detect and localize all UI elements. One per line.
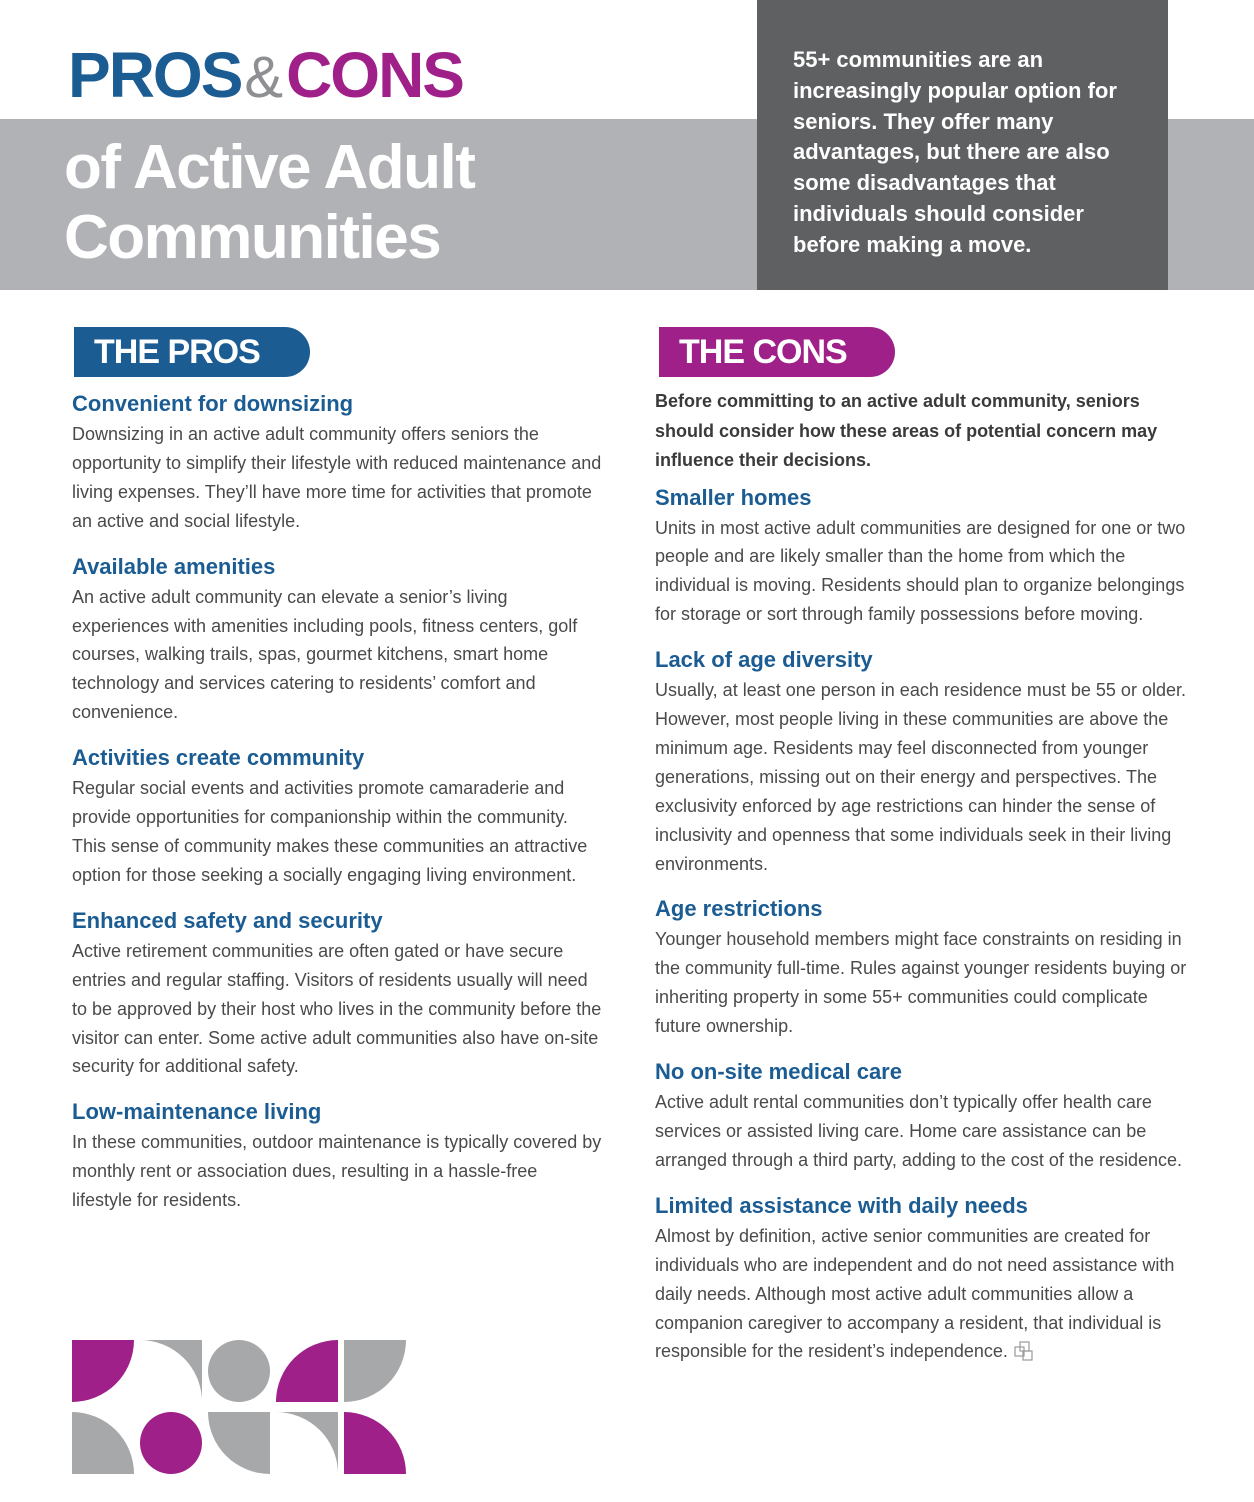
cons-item-text-content: Almost by definition, active senior communities are created for individuals who are independent and do not need assistance with daily needs. Although most active adult communities allow a companion caregiver to accompany a resident, that individual is responsible for the resident’s independence. xyxy=(655,1225,1175,1362)
cons-item-text xyxy=(655,1222,1190,1367)
cons-item-heading: Lack of age diversity xyxy=(655,647,873,673)
pros-item-text: In these communities, outdoor maintenance is typically covered by monthly rent or association dues, resulting in a hassle-free lifestyle for residents. xyxy=(72,1132,602,1211)
cons-item xyxy=(655,1058,1190,1175)
subtitle-line-1: of Active Adult xyxy=(64,133,475,202)
end-mark-icon xyxy=(1014,1341,1034,1361)
pattern-row-top xyxy=(72,1340,406,1402)
pros-item-heading: Enhanced safety and security xyxy=(72,907,383,933)
pros-item xyxy=(72,553,602,728)
pros-item xyxy=(72,744,602,890)
pros-item-text: Downsizing in an active adult community offers seniors the opportunity to simplify their lifestyle with reduced maintenance and living expenses. They’ll have more time for activities that promote an active and social lifestyle. xyxy=(72,424,602,531)
title-ampersand: & xyxy=(244,45,284,110)
pros-item xyxy=(72,907,602,1082)
pros-label: THE PROS xyxy=(74,327,310,377)
cons-item xyxy=(655,646,1190,878)
pros-item-heading: Available amenities xyxy=(72,553,276,579)
cons-item xyxy=(655,895,1190,1041)
cons-item-heading: Smaller homes xyxy=(655,484,812,510)
cons-column xyxy=(655,387,1190,1383)
page-subtitle xyxy=(64,133,474,273)
pros-item-text: Regular social events and activities promote camaraderie and provide opportunities for companionship within the community. This sense of community makes these communities an attractive option for those seeking a socially engaging living environment. xyxy=(72,778,588,885)
cons-item xyxy=(655,1192,1190,1367)
cons-item-text: Usually, at least one person in each residence must be 55 or older. However, most people living in these communities are above the minimum age. Residents may feel disconnected from younger generations, missing out on their energy and perspectives. The exclusivity enforced by age restrictions can hinder the sense of inclusivity and openness that some individuals seek in their living environments. xyxy=(655,680,1186,874)
pros-item xyxy=(72,390,602,536)
title-pros: PROS xyxy=(68,39,242,111)
pros-item-heading: Convenient for downsizing xyxy=(72,391,354,416)
cons-lead: Before committing to an active adult community, seniors should consider how these areas of potential concern may influence their decisions. xyxy=(655,391,1158,470)
pros-item xyxy=(72,1098,602,1215)
cons-item-heading: Age restrictions xyxy=(655,896,823,922)
pros-item-text: An active adult community can elevate a senior’s living experiences with amenities including pools, fitness centers, golf courses, walking trails, spas, gourmet kitchens, smart home technology and services catering to residents’ comfort and convenience. xyxy=(72,586,578,723)
cons-item-heading: Limited assistance with daily needs xyxy=(655,1192,1028,1218)
cons-item-text: Younger household members might face constraints on residing in the community full-time. Rules against younger residents buying or inheriting property in some 55+ communities could complicate future ownership. xyxy=(655,929,1187,1037)
intro-text: 55+ communities are an increasingly popular option for seniors. They offer many advantages, but there are also some disadvantages that individuals should consider before making a move. xyxy=(793,47,1117,257)
cons-item xyxy=(655,484,1190,630)
cons-label: THE CONS xyxy=(659,327,895,377)
subtitle-line-2: Communities xyxy=(64,203,441,272)
pros-item-heading: Low-maintenance living xyxy=(72,1099,322,1125)
cons-item-text: Units in most active adult communities are designed for one or two people and are likely smaller than the home from which the individual is moving. Residents should plan to organize belongings for storage or sort through family possessions before moving. xyxy=(655,517,1186,625)
pros-item-heading: Activities create community xyxy=(72,745,365,771)
pros-item-text: Active retirement communities are often gated or have secure entries and regular staffing. Visitors of residents usually will need to be approved by their host who lives in the community before the visitor can enter. Some active adult communities also have on-site security for additional safety. xyxy=(72,940,602,1077)
geometric-pattern-icon xyxy=(72,1340,408,1475)
page-title xyxy=(68,38,463,115)
cons-item-heading: No on-site medical care xyxy=(655,1059,902,1085)
title-cons: CONS xyxy=(286,39,463,111)
pros-column xyxy=(72,390,602,1232)
cons-item-text: Active adult rental communities don’t typically offer health care services or assisted living care. Home care assistance can be arranged through a third party, adding to the cost of the residence. xyxy=(655,1092,1183,1170)
pattern-row-bottom xyxy=(72,1412,406,1474)
